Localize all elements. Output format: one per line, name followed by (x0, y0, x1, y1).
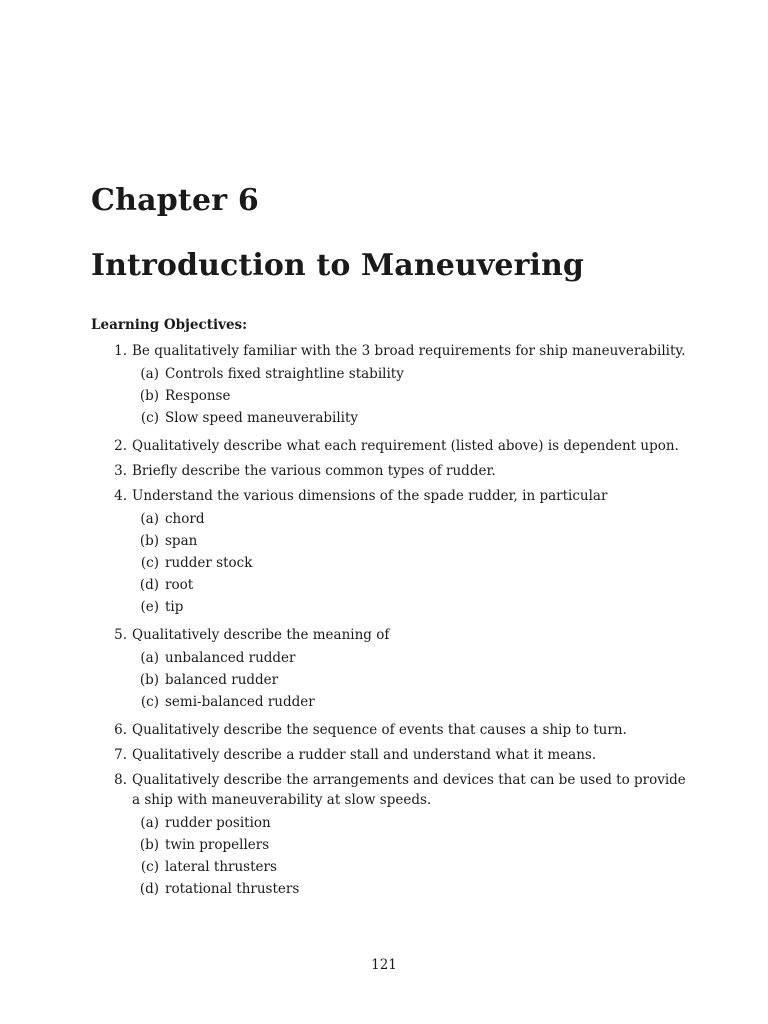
objective-subitem (132, 647, 691, 669)
subitem-text: tip (165, 599, 184, 615)
subitem-text: twin propellers (165, 837, 270, 853)
objective-number: 8. (114, 772, 127, 788)
objective-subitem (132, 834, 691, 856)
subitem-letter: (b) (139, 672, 159, 688)
objective-subitem (132, 552, 691, 574)
objective-subitem (132, 385, 691, 407)
subitem-text: Controls fixed straightline stability (165, 366, 404, 382)
subitem-text: lateral thrusters (165, 859, 277, 875)
objective-text: Qualitatively describe the meaning of (132, 627, 390, 643)
objective-text: Qualitatively describe what each requirement (listed above) is dependent upon. (132, 438, 679, 454)
learning-objectives-heading: Learning Objectives: (91, 317, 248, 333)
objective-subitems (132, 647, 691, 713)
subitem-text: semi-balanced rudder (165, 694, 315, 710)
objective-number: 3. (114, 463, 127, 479)
objective-subitem (132, 530, 691, 552)
subitem-text: balanced rudder (165, 672, 279, 688)
subitem-letter: (a) (140, 815, 159, 831)
subitem-text: Slow speed maneuverability (165, 410, 359, 426)
subitem-letter: (b) (139, 388, 159, 404)
subitem-letter: (c) (140, 410, 159, 426)
objective-subitem (132, 878, 691, 900)
objective-item (91, 436, 691, 456)
objective-body (127, 436, 691, 456)
objective-subitem (132, 407, 691, 429)
objective-text: Understand the various dimensions of the spade rudder, in particular (132, 488, 608, 504)
objective-text: Qualitatively describe the arrangements and devices that can be used to provide a ship with maneuverability at slow speeds. (132, 772, 686, 808)
objective-number: 7. (114, 747, 127, 763)
objective-text: Be qualitatively familiar with the 3 broad requirements for ship maneuverability. (132, 343, 686, 359)
objective-subitem (132, 669, 691, 691)
objective-text: Qualitatively describe a rudder stall and understand what it means. (132, 747, 597, 763)
objective-body (127, 461, 691, 481)
objective-number: 1. (114, 343, 127, 359)
subitem-text: rotational thrusters (165, 881, 300, 897)
objective-item (91, 486, 691, 620)
objective-item (91, 745, 691, 765)
subitem-text: span (165, 533, 198, 549)
chapter-label: Chapter 6 (91, 183, 259, 218)
subitem-text: chord (165, 511, 205, 527)
subitem-text: rudder position (165, 815, 271, 831)
subitem-text: root (165, 577, 194, 593)
subitem-letter: (c) (140, 859, 159, 875)
objective-item (91, 341, 691, 431)
chapter-title: Introduction to Maneuvering (91, 248, 584, 283)
objective-subitem (132, 856, 691, 878)
objective-body (127, 341, 691, 431)
objective-body (127, 770, 691, 902)
subitem-text: rudder stock (165, 555, 253, 571)
objective-subitem (132, 596, 691, 618)
objective-subitems (132, 363, 691, 429)
objective-body (127, 745, 691, 765)
subitem-text: Response (165, 388, 231, 404)
objective-item (91, 625, 691, 715)
objective-subitems (132, 508, 691, 618)
learning-objectives-list (91, 341, 691, 907)
subitem-letter: (b) (139, 533, 159, 549)
objective-number: 4. (114, 488, 127, 504)
objective-body (127, 486, 691, 620)
subitem-letter: (a) (140, 650, 159, 666)
subitem-letter: (a) (140, 366, 159, 382)
page-number: 121 (371, 957, 397, 973)
subitem-letter: (d) (139, 577, 159, 593)
objective-subitem (132, 574, 691, 596)
objective-text: Qualitatively describe the sequence of events that causes a ship to turn. (132, 722, 627, 738)
objective-item (91, 770, 691, 902)
objective-subitem (132, 363, 691, 385)
objective-number: 5. (114, 627, 127, 643)
objective-subitem (132, 812, 691, 834)
subitem-letter: (b) (139, 837, 159, 853)
objective-body (127, 625, 691, 715)
subitem-letter: (e) (140, 599, 159, 615)
subitem-text: unbalanced rudder (165, 650, 296, 666)
objective-number: 6. (114, 722, 127, 738)
objective-subitem (132, 691, 691, 713)
subitem-letter: (c) (140, 694, 159, 710)
objective-text: Briefly describe the various common types of rudder. (132, 463, 496, 479)
subitem-letter: (a) (140, 511, 159, 527)
objective-subitem (132, 508, 691, 530)
objective-item (91, 720, 691, 740)
objective-number: 2. (114, 438, 127, 454)
objective-item (91, 461, 691, 481)
subitem-letter: (c) (140, 555, 159, 571)
objective-body (127, 720, 691, 740)
objective-subitems (132, 812, 691, 900)
subitem-letter: (d) (139, 881, 159, 897)
